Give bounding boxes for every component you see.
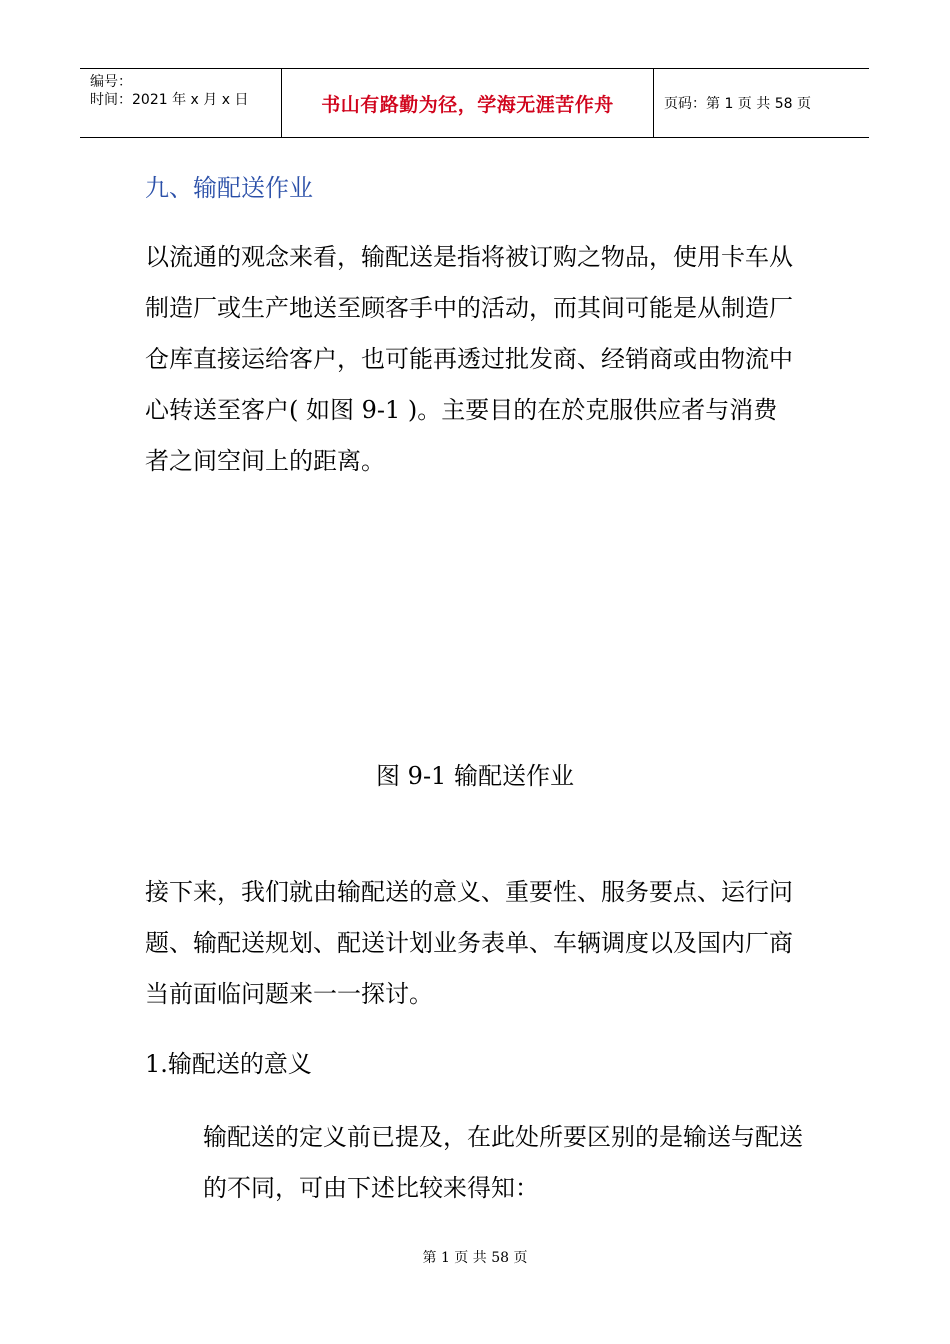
number-label: 编号： <box>90 74 132 90</box>
figure-caption: 图 9-1 输配送作业 <box>376 762 574 790</box>
paragraph-definition: 输配送的定义前已提及，在此处所要区别的是输送与配送的不同，可由下述比较来得知： <box>203 1123 803 1202</box>
header-motto: 书山有路勤为径，学海无涯苦作舟 <box>321 93 614 116</box>
paragraph-overview: 接下来，我们就由输配送的意义、重要性、服务要点、运行问题、输配送规划、配送计划业务表单、车辆调度以及国内厂商当前面临问题来一一探讨。 <box>145 878 793 1008</box>
page-footer: 第 1 页 共 58 页 <box>422 1250 528 1266</box>
section-heading: 九、输配送作业 <box>145 174 313 202</box>
document-header <box>80 68 869 138</box>
date-label: 时间：2021 年 x 月 x 日 <box>90 92 249 108</box>
header-page-info-cell <box>654 69 869 137</box>
paragraph-intro: 以流通的观念来看，输配送是指将被订购之物品，使用卡车从制造厂或生产地送至顾客手中的活动，而其间可能是从制造厂仓库直接运给客户，也可能再透过批发商、经销商或由物流中心转送至客户( 如图 9-1 )。主要目的在於克服供应者与消费者之间空间上的距离。 <box>145 243 793 475</box>
subheading-meaning: 1.输配送的意义 <box>145 1050 312 1078</box>
header-motto-cell <box>281 69 654 137</box>
header-meta <box>80 69 281 137</box>
header-page-info: 页码：第 1 页 共 58 页 <box>664 96 811 112</box>
